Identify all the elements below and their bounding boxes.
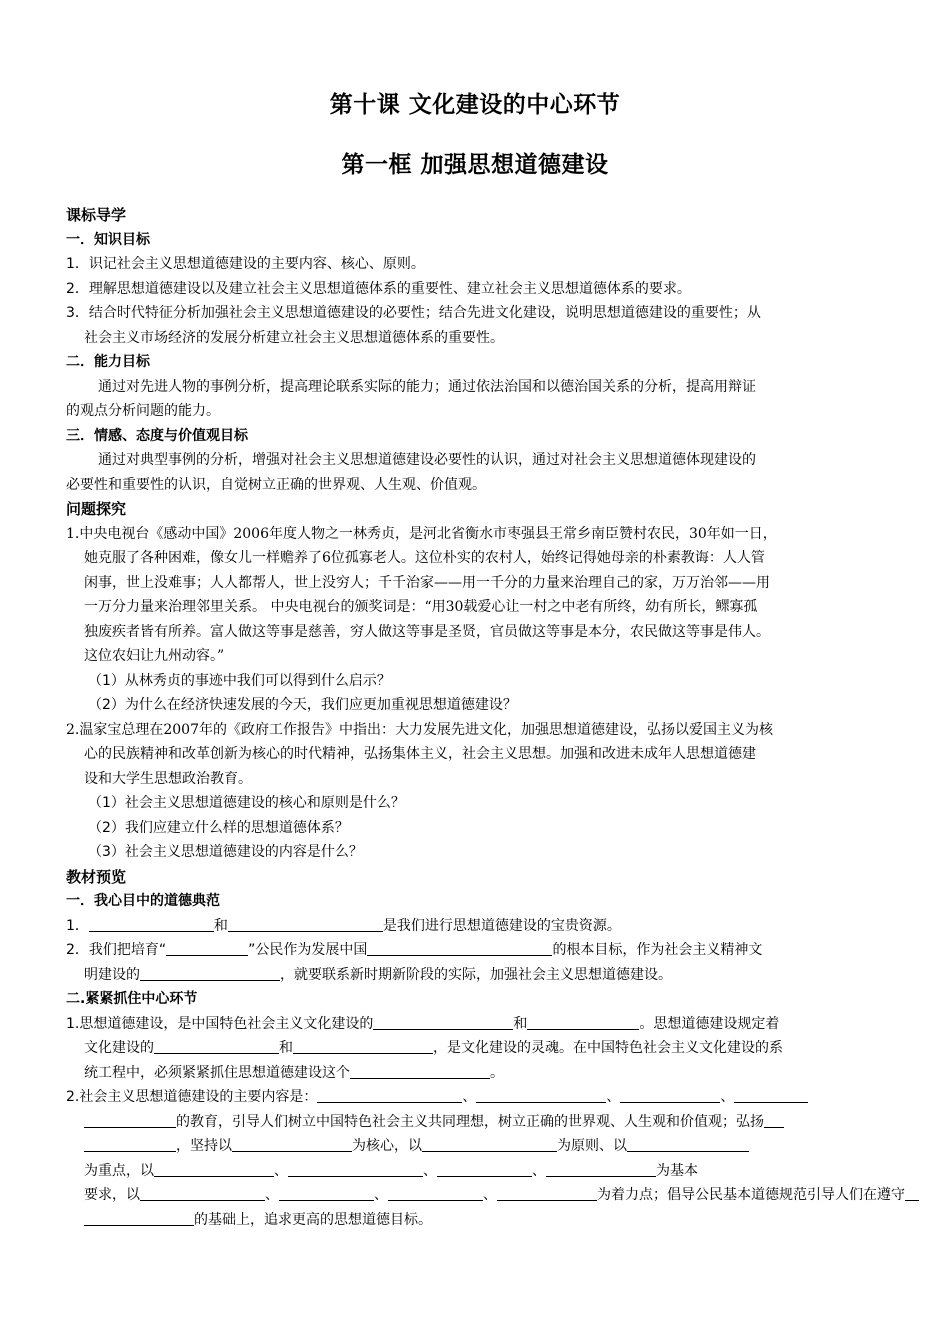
fill-blank[interactable] [84,1210,194,1226]
knowledge-item-3-cont: 社会主义市场经济的发展分析建立社会主义思想道德体系的重要性。 [84,329,504,346]
question-1-text-6: 这位农妇让九州动容。” [84,648,225,664]
fill-blank[interactable] [764,1112,784,1128]
ability-paragraph: 通过对先进人物的事例分析，提高理论联系实际的能力；通过依法治国和以德治国关系的分析，提高用辩证 [98,378,756,395]
fill-blank[interactable] [627,1136,749,1152]
fill-item-2-2-cont-3 [66,1159,884,1184]
fill-text: 和 [513,1015,528,1032]
separator: 、 [483,1187,497,1203]
question-2-text: 2.温家宝总理在2007年的《政府工作报告》中指出：大力发展先进文化，加强思想道德建设，弘扬以爱国主义为核 [66,721,773,738]
fill-text: 的根本目标，作为社会主义精神文 [552,942,763,958]
fill-item-2-1-cont-2 [66,1061,884,1086]
fill-blank[interactable] [367,940,552,956]
fill-text: ”公民作为发展中国 [248,942,368,958]
separator: 、 [532,1162,546,1179]
separator: 、 [423,1162,437,1179]
question-1-sub-2: （2）为什么在经济快速发展的今天，我们应更加重视思想道德建设？ [88,697,517,713]
separator: 、 [720,1089,735,1105]
fill-text: 。思想道德建设规定着 [639,1015,780,1032]
fill-text: 要求，以 [84,1187,140,1203]
fill-item-1-2-cont [66,963,884,988]
fill-text: 为核心，以 [352,1138,422,1154]
fill-blank[interactable] [288,1161,423,1177]
fill-blank[interactable] [422,1136,557,1152]
fill-item-1-2 [66,938,884,963]
fill-blank[interactable] [317,1087,462,1103]
question-1-text-5: 独废疾者皆有所养。富人做这等事是慈善，穷人做这等事是圣贤，官员做这等事是本分，农民做这等事是伟人。 [84,623,770,640]
fill-text: 1.思想道德建设，是中国特色社会主义文化建设的 [66,1015,374,1032]
fill-blank[interactable] [373,1014,513,1030]
fill-blank[interactable] [350,1063,490,1079]
fill-blank[interactable] [228,916,383,932]
item-number: 1． [66,917,89,934]
heading-textbook-preview: 教材预览 [66,867,127,886]
heading-ability-goals: 二．能力目标 [66,354,150,370]
fill-blank[interactable] [140,965,280,981]
fill-blank[interactable] [546,1161,656,1177]
fill-blank[interactable] [527,1014,639,1030]
fill-text: 为原则、以 [557,1138,627,1154]
fill-text: 为基本 [656,1162,698,1179]
emotion-paragraph-cont: 必要性和重要性的认识，自觉树立正确的世界观、人生观、价值观。 [66,476,486,493]
fill-text: 2．我们把培育“ [66,942,167,958]
fill-blank[interactable] [620,1087,720,1103]
fill-text: 为着力点；倡导公民基本道德规范引导人们在遵守 [597,1187,905,1203]
separator: 、 [606,1089,621,1105]
fill-blank[interactable] [232,1136,352,1152]
fill-blank[interactable] [476,1087,606,1103]
question-2-text-2: 心的民族精神和改革创新为核心的时代精神，弘扬集体主义，社会主义思想。加强和改进未成年人思想道德建 [84,746,756,762]
fill-text: 。 [490,1064,504,1081]
fill-blank[interactable] [905,1185,919,1201]
question-1-text-2: 她克服了各种困难，像女儿一样赡养了6位孤寡老人。这位朴实的农村人，始终记得她母亲的朴素教诲：人人管 [84,550,765,566]
fill-text: 的基础上，追求更高的思想道德目标。 [194,1211,432,1228]
heading-knowledge-goals: 一．知识目标 [66,231,150,248]
knowledge-item-2: 2．理解思想道德建设以及建立社会主义思想道德体系的重要性、建立社会主义思想道德体系的要求。 [66,280,691,297]
ability-paragraph-cont: 的观点分析问题的能力。 [66,403,220,419]
heading-curriculum-guide: 课标导学 [66,206,127,224]
question-2-sub-3: （3）社会主义思想道德建设的内容是什么？ [88,844,363,860]
fill-text: 和 [279,1040,293,1056]
separator: 、 [274,1162,288,1179]
question-1-text-4: 一万分力量来治理邻里关系。 中央电视台的颁奖词是：“用30载爱心让一村之中老有所终，幼有所长，鳏寡孤 [84,599,758,615]
section-title: 第一框 加强思想道德建设 [341,152,609,178]
fill-blank[interactable] [437,1161,532,1177]
fill-text: 2.社会主义思想道德建设的主要内容是： [66,1089,318,1105]
heading-problem-inquiry: 问题探究 [66,500,127,518]
lesson-title: 第十课 文化建设的中心环节 [329,92,621,118]
fill-item-2-2-cont-5 [66,1208,884,1233]
knowledge-item-1: 1．识记社会主义思想道德建设的主要内容、核心、原则。 [66,256,425,272]
document-body [66,203,905,1232]
heading-central-link: 二.紧紧抓住中心环节 [66,991,198,1007]
heading-emotion-goals: 三．情感、态度与价值观目标 [66,427,248,444]
fill-item-1-1 [66,914,884,939]
question-2-text-3: 设和大学生思想政治教育。 [84,770,252,787]
fill-text: 为重点，以 [84,1162,154,1179]
fill-text: ，坚持以 [176,1138,232,1154]
question-2-sub-2: （2）我们应建立什么样的思想道德体系？ [88,819,349,836]
fill-item-2-2-cont [66,1110,884,1135]
separator: 、 [462,1089,477,1105]
question-1-text-3: 闲事，世上没难事；人人都帮人，世上没穷人；千千治家——用一千分的力量来治理自己的家，万万治邻——用 [84,574,770,591]
fill-blank[interactable] [279,1185,374,1201]
emotion-paragraph: 通过对典型事例的分析，增强对社会主义思想道德建设必要性的认识，通过对社会主义思想道德体现建设的 [98,452,756,468]
knowledge-item-3: 3．结合时代特征分析加强社会主义思想道德建设的必要性；结合先进文化建设，说明思想道德建设的重要性；从 [66,305,761,321]
question-1-text: 1.中央电视台《感动中国》2006年度人物之一林秀贞，是河北省衡水市枣强县王常乡南臣赞村农民，30年如一日， [66,525,777,542]
question-1-sub-1: （1）从林秀贞的事迹中我们可以得到什么启示？ [88,672,391,689]
fill-blank[interactable] [497,1185,597,1201]
fill-blank[interactable] [154,1161,274,1177]
heading-moral-models: 一．我心目中的道德典范 [66,893,220,909]
separator: 、 [374,1187,388,1203]
fill-item-2-2-cont-2 [66,1134,884,1159]
fill-item-2-1 [66,1012,884,1037]
fill-blank[interactable] [166,940,248,956]
fill-text: 明建设的 [84,966,140,983]
fill-text: 统工程中，必须紧紧抓住思想道德建设这个 [84,1064,350,1081]
fill-blank[interactable] [89,916,214,932]
fill-text: 是我们进行思想道德建设的宝贵资源。 [382,917,621,934]
fill-text: ，就要联系新时期新阶段的实际，加强社会主义思想道德建设。 [280,966,672,983]
fill-blank[interactable] [84,1136,176,1152]
fill-blank[interactable] [154,1038,279,1054]
fill-blank[interactable] [734,1087,808,1103]
fill-blank[interactable] [293,1038,433,1054]
fill-item-2-2-cont-4 [66,1183,905,1208]
fill-text: 和 [213,917,228,934]
fill-blank[interactable] [388,1185,483,1201]
question-2-sub-1: （1）社会主义思想道德建设的核心和原则是什么？ [88,795,405,811]
fill-text: 的教育，引导人们树立中国特色社会主义共同理想，树立正确的世界观、人生观和价值观；弘扬 [176,1113,764,1130]
fill-text: 文化建设的 [84,1040,154,1056]
separator: 、 [265,1187,279,1203]
fill-blank[interactable] [84,1112,176,1128]
fill-text: ，是文化建设的灵魂。在中国特色社会主义文化建设的系 [433,1040,783,1056]
fill-blank[interactable] [140,1185,265,1201]
fill-item-2-2 [66,1085,884,1110]
fill-item-2-1-cont [66,1036,884,1061]
